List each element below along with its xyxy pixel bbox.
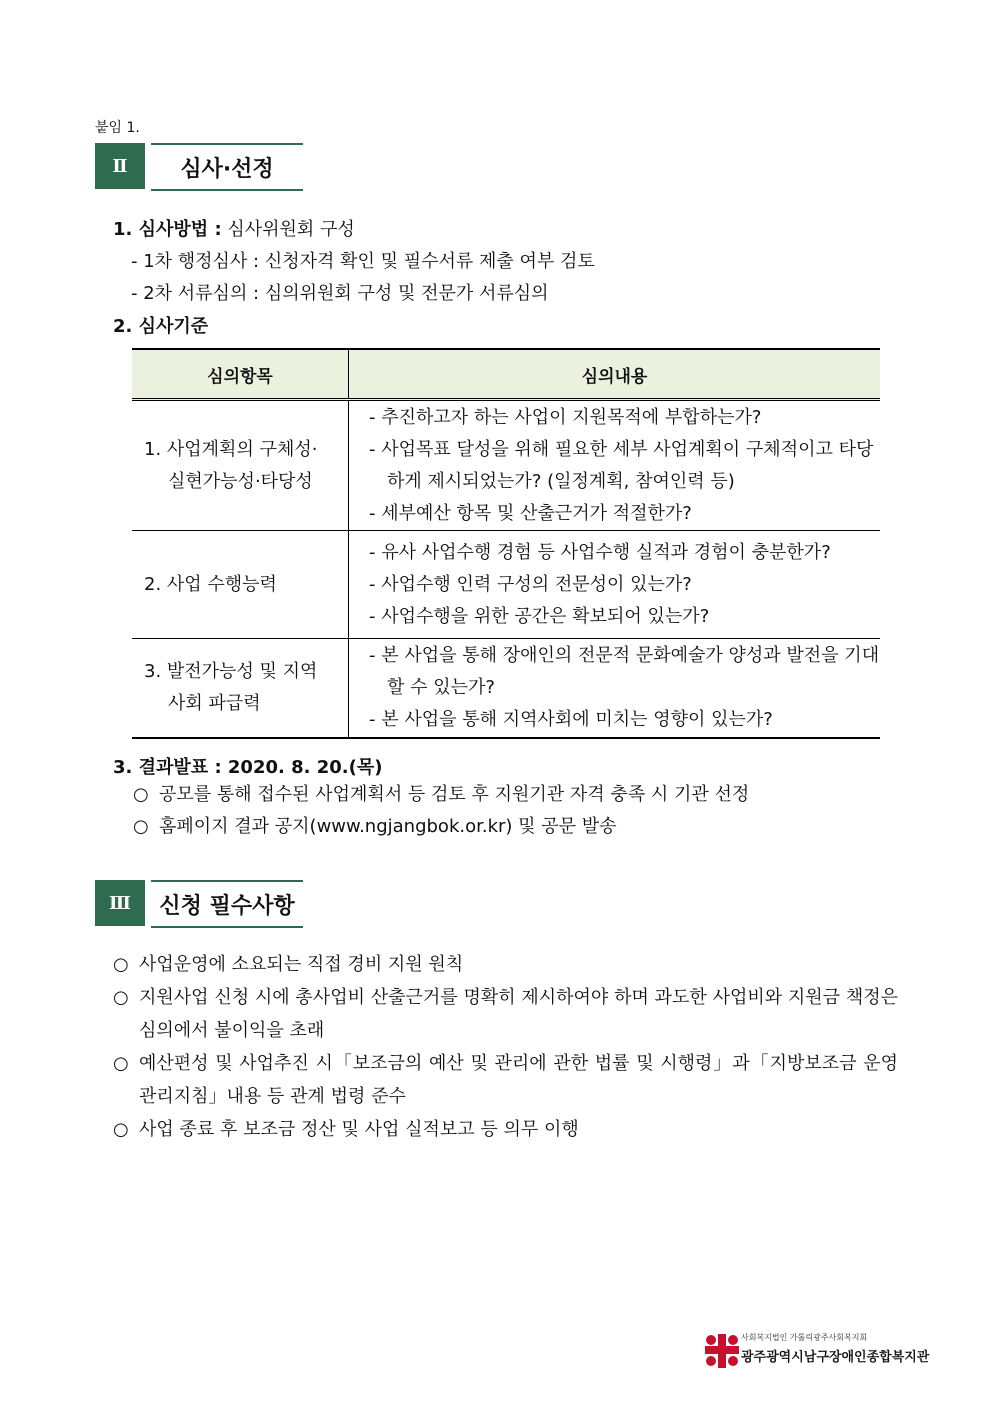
requirement-item-4 [113, 1113, 898, 1146]
row-2-content [349, 531, 881, 639]
requirement-item-2 [113, 981, 898, 1047]
row-2-item [132, 531, 349, 639]
header-item: 심의항목 [132, 349, 349, 400]
row-3-content [349, 639, 881, 738]
requirement-text-2: 지원사업 신청 시에 총사업비 산출근거를 명확히 제시하여야 하며 과도한 사업비와 지원금 책정은 심의에서 불이익을 초래 [139, 987, 898, 1041]
requirement-item-3 [113, 1047, 898, 1113]
row-2-bullet-2: - 사업수행 인력 구성의 전문성이 있는가? [369, 573, 692, 595]
row-3-item-line2: 사회 파급력 [168, 692, 261, 714]
section-3-number: Ⅲ [95, 880, 145, 926]
circle-bullet-icon: ○ [113, 954, 129, 975]
step-2: - 2차 서류심의 : 심의위원회 구성 및 전문가 서류심의 [131, 283, 549, 304]
attachment-label: 붙임 1. [95, 120, 140, 136]
logo-subtitle: 사회복지법인 가톨릭광주사회복지회 [741, 1333, 868, 1342]
result-item-1 [133, 778, 893, 811]
criteria-table [132, 348, 880, 739]
section-3-title: 신청 필수사항 [151, 880, 303, 928]
row-2-bullet-3: - 사업수행을 위한 공간은 확보되어 있는가? [369, 605, 710, 627]
row-3-item-line1: 3. 발전가능성 및 지역 [144, 660, 318, 682]
criteria-label: 2. 심사기준 [113, 316, 209, 337]
section-2-header [95, 143, 305, 189]
section-2-title: 심사·선정 [151, 143, 303, 191]
circle-bullet-icon: ○ [113, 1119, 129, 1140]
table-header-row [132, 349, 880, 400]
row-3-bullet-2: - 본 사업을 통해 지역사회에 미치는 영향이 있는가? [369, 708, 773, 730]
circle-bullet-icon: ○ [133, 816, 149, 837]
method-label: 1. 심사방법 : [113, 219, 222, 240]
result-text-2: 홈페이지 결과 공지(www.ngjangbok.or.kr) 및 공문 발송 [159, 816, 617, 837]
table-row [132, 639, 880, 738]
result-label: 3. 결과발표 : 2020. 8. 20.(목) [113, 757, 383, 778]
row-1-bullet-3: - 세부예산 항목 및 산출근거가 적절한가? [369, 502, 692, 524]
row-2-item-line1: 2. 사업 수행능력 [144, 573, 277, 595]
row-1-item-line2: 실현가능성·타당성 [168, 470, 313, 492]
header-content: 심의내용 [349, 349, 881, 400]
table-row [132, 531, 880, 639]
section-2-number: Ⅱ [95, 143, 145, 189]
requirement-text-1: 사업운영에 소요되는 직접 경비 지원 원칙 [139, 954, 464, 975]
circle-bullet-icon: ○ [113, 987, 129, 1008]
organization-logo [705, 1330, 930, 1374]
requirement-item-1 [113, 948, 898, 981]
result-item-2 [133, 810, 893, 843]
method-line [113, 215, 355, 241]
circle-bullet-icon: ○ [133, 784, 149, 805]
row-3-item [132, 639, 349, 738]
row-3-bullet-1: - 본 사업을 통해 장애인의 전문적 문화예술가 양성과 발전을 기대할 수 있는가? [369, 644, 880, 698]
table-row [132, 400, 880, 531]
circle-bullet-icon: ○ [113, 1053, 129, 1074]
method-value: 심사위원회 구성 [221, 219, 355, 240]
row-1-content [349, 400, 881, 531]
section-3-header [95, 880, 305, 926]
row-1-bullet-1: - 추진하고자 하는 사업이 지원목적에 부합하는가? [369, 406, 762, 428]
cross-heart-icon [705, 1334, 739, 1368]
logo-title: 광주광역시남구장애인종합복지관 [741, 1350, 930, 1365]
row-2-bullet-1: - 유사 사업수행 경험 등 사업수행 실적과 경험이 충분한가? [369, 541, 831, 563]
row-1-item-line1: 1. 사업계획의 구체성· [144, 438, 318, 460]
result-text-1: 공모를 통해 접수된 사업계획서 등 검토 후 지원기관 자격 충족 시 기관 선정 [159, 784, 750, 805]
requirement-text-4: 사업 종료 후 보조금 정산 및 사업 실적보고 등 의무 이행 [139, 1119, 579, 1140]
row-1-bullet-2: - 사업목표 달성을 위해 필요한 세부 사업계획이 구체적이고 타당하게 제시되었는가? (일정계획, 참여인력 등) [369, 438, 874, 492]
step-1: - 1차 행정심사 : 신청자격 확인 및 필수서류 제출 여부 검토 [131, 251, 595, 272]
requirement-text-3: 예산편성 및 사업추진 시「보조금의 예산 및 관리에 관한 법률 및 시행령」과「지방보조금 운영관리지침」내용 등 관계 법령 준수 [139, 1053, 898, 1107]
row-1-item [132, 400, 349, 531]
